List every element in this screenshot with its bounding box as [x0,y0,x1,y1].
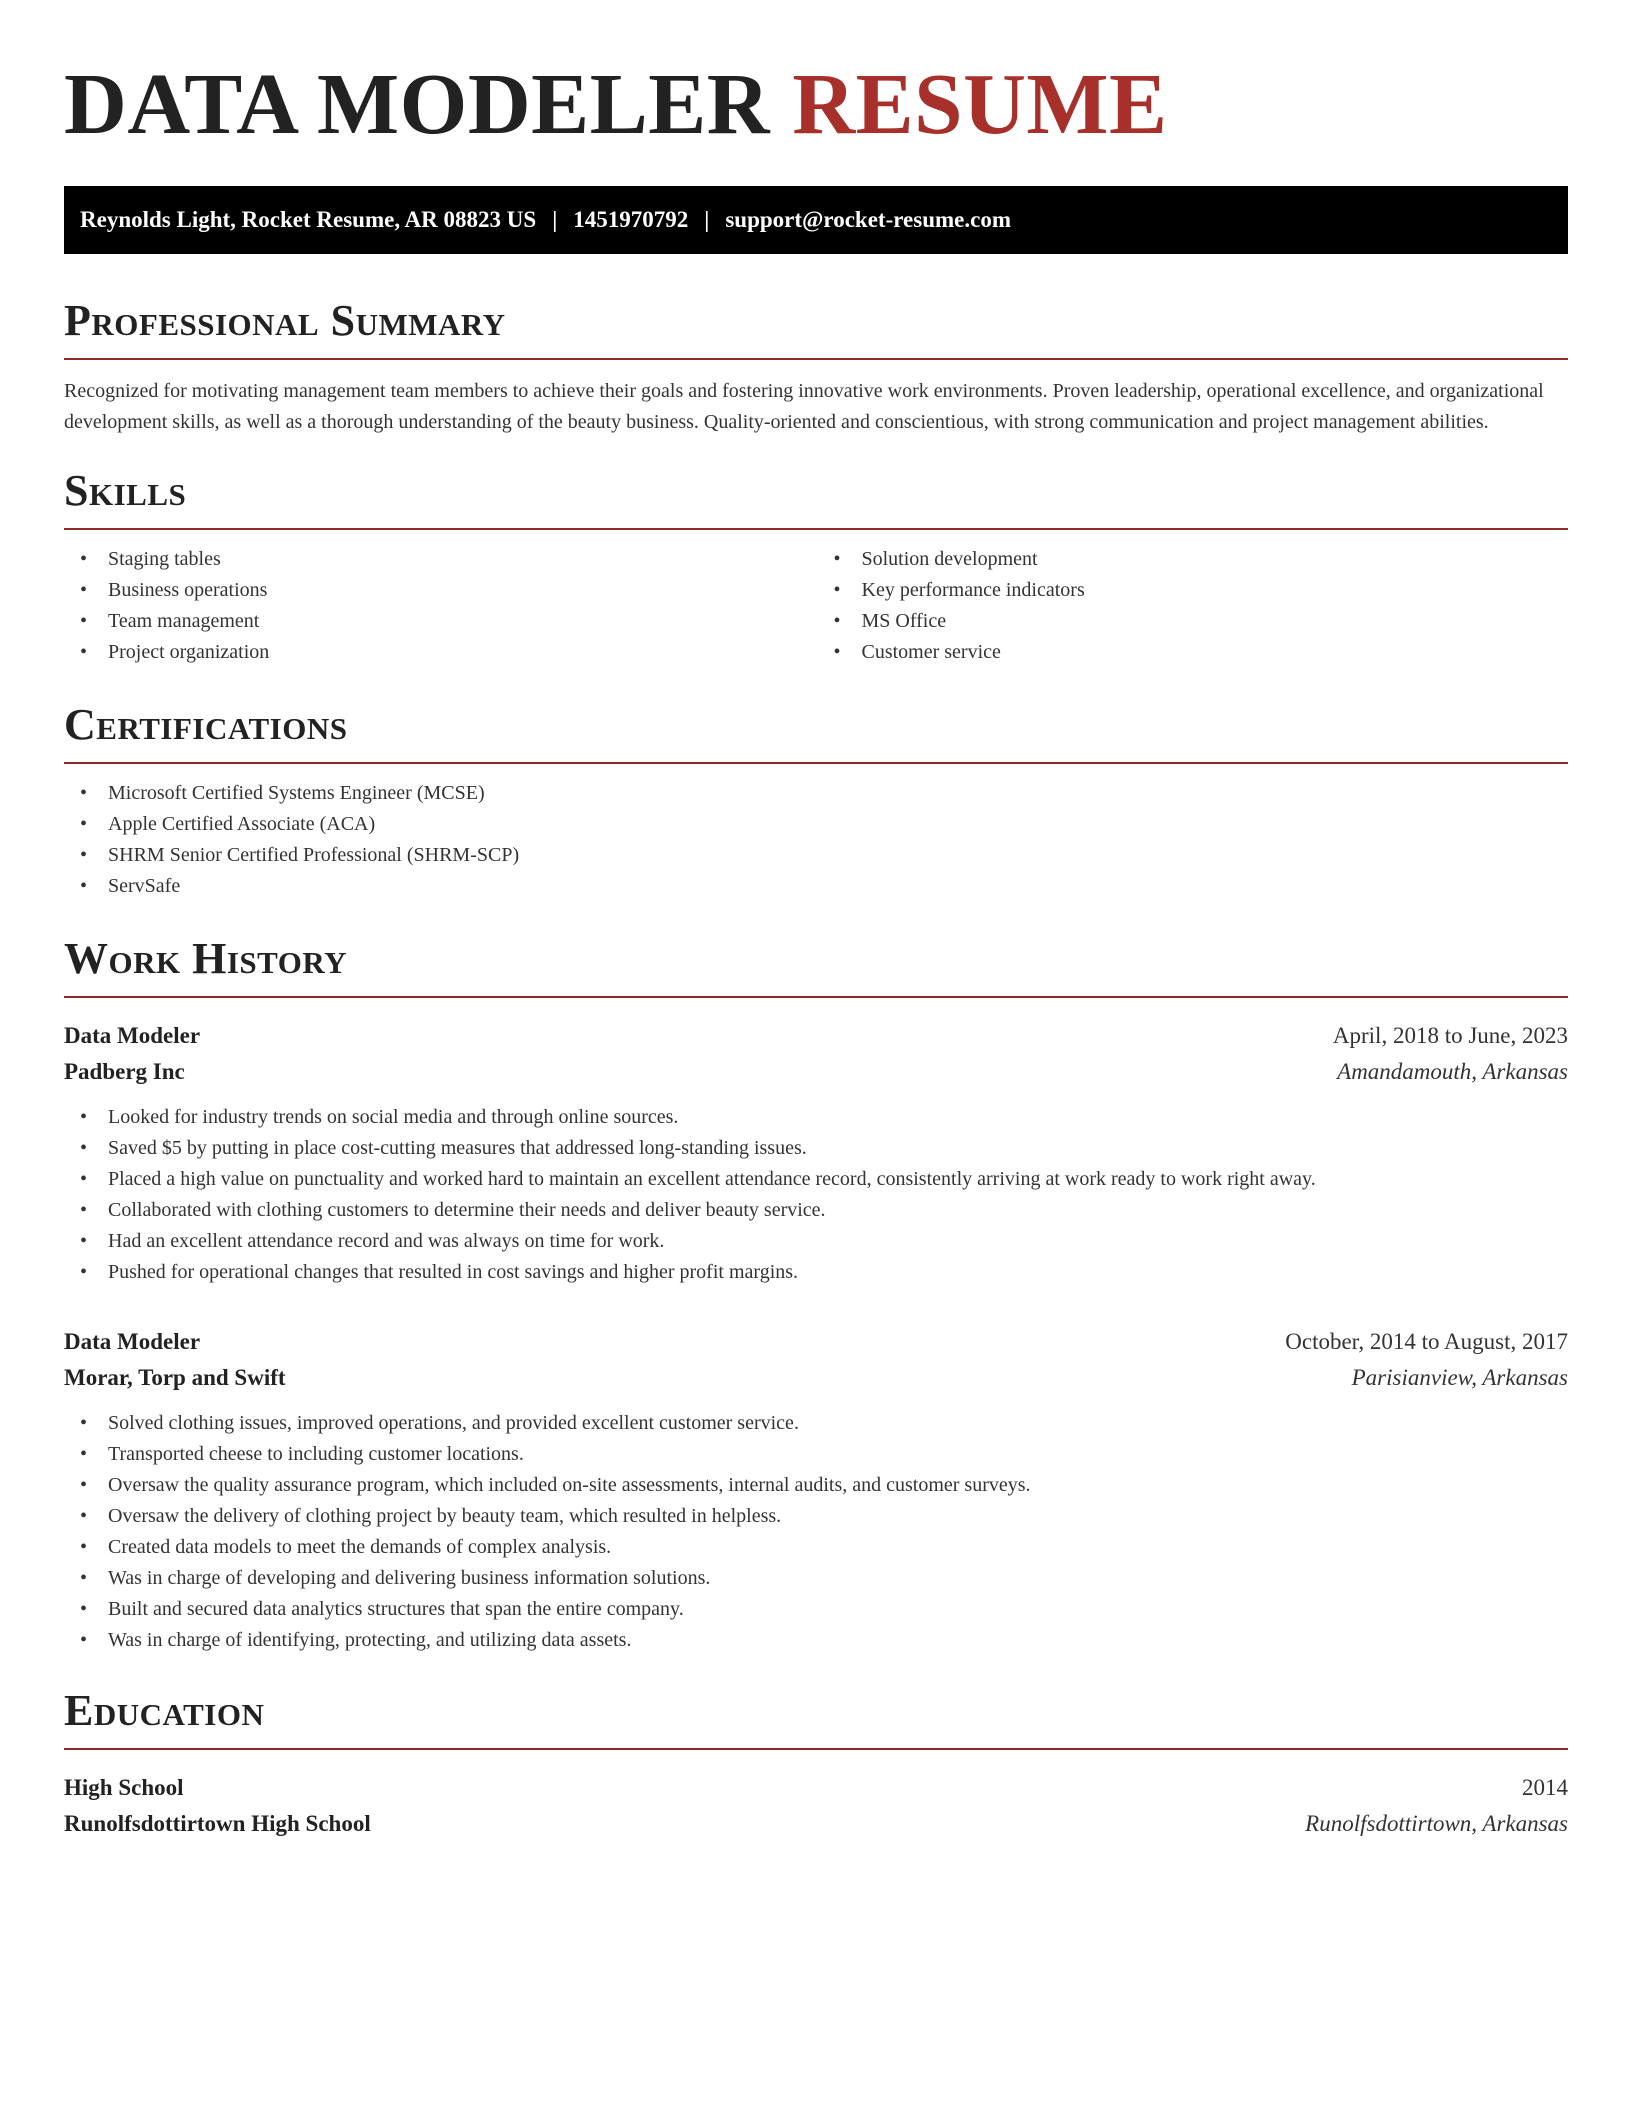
skill-item: • Solution development [818,544,1569,575]
skill-item: • Business operations [64,575,815,606]
section-heading: Certifications [64,700,348,749]
education-school: Runolfsdottirtown High School [64,1811,371,1836]
section-divider [64,528,1568,530]
job-company: Morar, Torp and Swift [64,1365,286,1390]
job-duty-item: • Created data models to meet the demands of complex analysis. [64,1532,1568,1563]
education-header-row [64,1770,1568,1806]
job-company-row [64,1054,1568,1090]
job-duty-item: • Placed a high value on punctuality and worked hard to maintain an excellent attendance record, consistently arriving at work ready to work right away. [64,1164,1568,1195]
contact-address: Reynolds Light, Rocket Resume, AR 08823 US [80,207,537,232]
certifications-list [64,778,1568,902]
skill-item: • Staging tables [64,544,815,575]
certification-item: • ServSafe [64,871,1568,902]
job-entry [64,1018,1568,1288]
job-location: Amandamouth, Arkansas [1337,1059,1568,1084]
education-year: 2014 [1522,1775,1568,1800]
job-duty-item: • Looked for industry trends on social media and through online sources. [64,1102,1568,1133]
title-accent: RESUME [792,55,1168,152]
skill-item: • Customer service [818,637,1569,668]
education-entry [64,1770,1568,1842]
job-duties-list [64,1408,1568,1656]
section-heading: Education [64,1686,265,1735]
certifications-section [64,700,1568,902]
education-location: Runolfsdottirtown, Arkansas [1305,1811,1568,1836]
job-duty-item: • Had an excellent attendance record and was always on time for work. [64,1226,1568,1257]
education-degree: High School [64,1775,184,1800]
skill-item: • Key performance indicators [818,575,1569,606]
job-duty-item: • Transported cheese to including customer locations. [64,1439,1568,1470]
skill-item: • MS Office [818,606,1569,637]
section-heading: Professional Summary [64,296,506,345]
section-heading: Work History [64,934,348,983]
job-duty-item: • Saved $5 by putting in place cost-cutting measures that addressed long-standing issues. [64,1133,1568,1164]
certification-item: • Microsoft Certified Systems Engineer (MCSE) [64,778,1568,809]
job-duty-item: • Was in charge of developing and delivering business information solutions. [64,1563,1568,1594]
skills-section [64,466,1568,668]
skill-item: • Project organization [64,637,815,668]
education-school-row [64,1806,1568,1842]
section-divider [64,358,1568,360]
job-duty-item: • Oversaw the delivery of clothing project by beauty team, which resulted in helpless. [64,1501,1568,1532]
job-title: Data Modeler [64,1023,201,1048]
section-divider [64,1748,1568,1750]
skills-grid [64,544,1568,668]
contact-separator: | [704,207,710,232]
job-duties-list [64,1102,1568,1288]
job-dates: April, 2018 to June, 2023 [1332,1023,1568,1048]
resume-title [64,0,1568,152]
job-title: Data Modeler [64,1329,201,1354]
job-duty-item: • Oversaw the quality assurance program, which included on-site assessments, internal audits, and customer surveys. [64,1470,1568,1501]
job-location: Parisianview, Arkansas [1351,1365,1568,1390]
section-divider [64,996,1568,998]
contact-bar [64,186,1568,254]
job-entry [64,1324,1568,1656]
summary-text: Recognized for motivating management team members to achieve their goals and fostering innovative work environments. Proven leadership, operational excellence, and organizational development skills, as well as a thorough understanding of the beauty business. Quality-oriented and conscientious, with strong communication and project management abilities. [64,380,1544,433]
education-section [64,1686,1568,1842]
section-divider [64,762,1568,764]
job-company: Padberg Inc [64,1059,185,1084]
job-duty-item: • Solved clothing issues, improved operations, and provided excellent customer service. [64,1408,1568,1439]
professional-summary-section [64,296,1568,438]
job-duty-item: • Collaborated with clothing customers to determine their needs and deliver beauty service. [64,1195,1568,1226]
skills-column-right [815,544,1569,668]
skills-column-left [64,544,815,668]
title-main: DATA MODELER [64,55,771,152]
skill-item: • Team management [64,606,815,637]
contact-email: support@rocket-resume.com [725,207,1011,232]
job-dates: October, 2014 to August, 2017 [1285,1329,1568,1354]
job-duty-item: • Was in charge of identifying, protecting, and utilizing data assets. [64,1625,1568,1656]
certification-item: • SHRM Senior Certified Professional (SHRM-SCP) [64,840,1568,871]
job-header-row [64,1018,1568,1054]
job-duty-item: • Built and secured data analytics structures that span the entire company. [64,1594,1568,1625]
contact-separator: | [552,207,558,232]
section-heading: Skills [64,466,187,515]
job-company-row [64,1360,1568,1396]
job-header-row [64,1324,1568,1360]
work-history-section [64,934,1568,1656]
job-duty-item: • Pushed for operational changes that resulted in cost savings and higher profit margins. [64,1257,1568,1288]
contact-phone: 1451970792 [573,207,689,232]
certification-item: • Apple Certified Associate (ACA) [64,809,1568,840]
